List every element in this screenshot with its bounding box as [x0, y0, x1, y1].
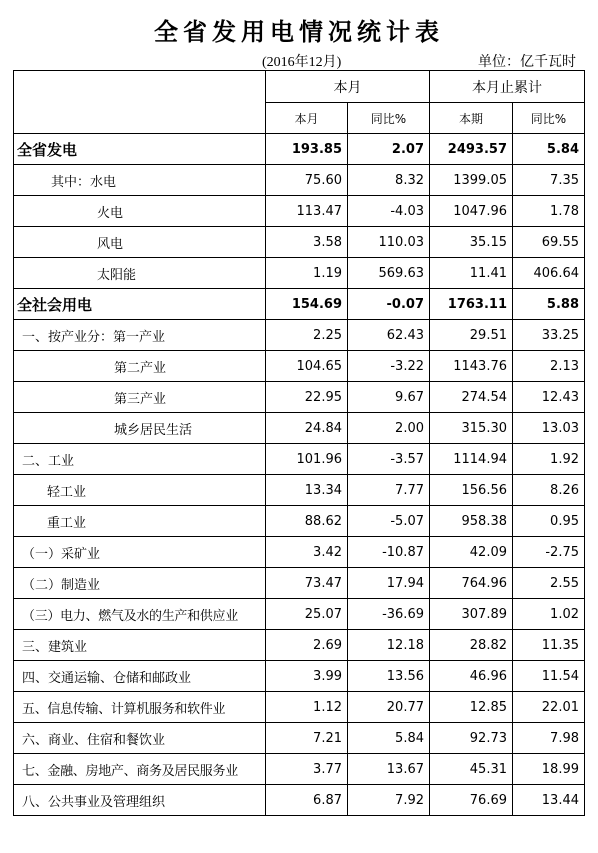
row-label: 全社会用电 — [14, 289, 266, 320]
cumulative-value: 46.96 — [430, 661, 513, 692]
cumulative-value: 1763.11 — [430, 289, 513, 320]
cumulative-yoy-value: 11.35 — [513, 630, 585, 661]
row-label: 四、交通运输、仓储和邮政业 — [14, 661, 266, 692]
month-value: 1.12 — [266, 692, 348, 723]
row-label: 一、按产业分：第一产业 — [14, 320, 266, 351]
month-value: 3.77 — [266, 754, 348, 785]
cumulative-yoy-value: 13.03 — [513, 413, 585, 444]
cumulative-yoy-value: 13.44 — [513, 785, 585, 816]
row-label: 重工业 — [14, 506, 266, 537]
table-row — [14, 568, 585, 599]
row-label: 其中：水电 — [14, 165, 266, 196]
month-yoy-value: -36.69 — [348, 599, 430, 630]
table-row — [14, 258, 585, 289]
cumulative-yoy-value: 7.35 — [513, 165, 585, 196]
month-yoy-value: 2.00 — [348, 413, 430, 444]
cumulative-value: 12.85 — [430, 692, 513, 723]
row-label: 三、建筑业 — [14, 630, 266, 661]
month-yoy-value: -5.07 — [348, 506, 430, 537]
table-row — [14, 351, 585, 382]
cumulative-yoy-value: 22.01 — [513, 692, 585, 723]
cumulative-value: 42.09 — [430, 537, 513, 568]
header-col-period-yoy: 同比% — [513, 103, 585, 134]
month-yoy-value: -3.22 — [348, 351, 430, 382]
month-value: 2.69 — [266, 630, 348, 661]
month-yoy-value: 7.92 — [348, 785, 430, 816]
cumulative-value: 28.82 — [430, 630, 513, 661]
month-value: 3.99 — [266, 661, 348, 692]
row-label: 六、商业、住宿和餐饮业 — [14, 723, 266, 754]
month-value: 3.58 — [266, 227, 348, 258]
row-label: 第三产业 — [14, 382, 266, 413]
table-row — [14, 289, 585, 320]
row-label: 城乡居民生活 — [14, 413, 266, 444]
report-period: (2016年12月) — [262, 55, 342, 70]
month-yoy-value: 13.56 — [348, 661, 430, 692]
row-label: 太阳能 — [14, 258, 266, 289]
table-row — [14, 227, 585, 258]
cumulative-yoy-value: 69.55 — [513, 227, 585, 258]
table-row — [14, 165, 585, 196]
cumulative-yoy-value: 1.92 — [513, 444, 585, 475]
electricity-statistics-table — [13, 70, 585, 816]
table-row — [14, 723, 585, 754]
row-label: （三）电力、燃气及水的生产和供应业 — [14, 599, 266, 630]
month-yoy-value: 2.07 — [348, 134, 430, 165]
month-value: 193.85 — [266, 134, 348, 165]
cumulative-value: 76.69 — [430, 785, 513, 816]
month-yoy-value: 7.77 — [348, 475, 430, 506]
header-col-month-yoy: 同比% — [348, 103, 430, 134]
month-yoy-value: -0.07 — [348, 289, 430, 320]
month-value: 6.87 — [266, 785, 348, 816]
row-label: 轻工业 — [14, 475, 266, 506]
row-label: 全省发电 — [14, 134, 266, 165]
row-label: 七、金融、房地产、商务及居民服务业 — [14, 754, 266, 785]
month-value: 1.19 — [266, 258, 348, 289]
month-value: 22.95 — [266, 382, 348, 413]
page-title: 全省发用电情况统计表 — [154, 17, 444, 46]
cumulative-yoy-value: 1.78 — [513, 196, 585, 227]
cumulative-value: 2493.57 — [430, 134, 513, 165]
cumulative-yoy-value: 2.13 — [513, 351, 585, 382]
cumulative-value: 274.54 — [430, 382, 513, 413]
table-row — [14, 196, 585, 227]
month-value: 25.07 — [266, 599, 348, 630]
month-value: 24.84 — [266, 413, 348, 444]
month-yoy-value: 5.84 — [348, 723, 430, 754]
header-col-month: 本月 — [266, 103, 348, 134]
cumulative-yoy-value: 18.99 — [513, 754, 585, 785]
cumulative-yoy-value: 12.43 — [513, 382, 585, 413]
table-row — [14, 661, 585, 692]
month-value: 88.62 — [266, 506, 348, 537]
row-label: 第二产业 — [14, 351, 266, 382]
table-row — [14, 785, 585, 816]
cumulative-yoy-value: 406.64 — [513, 258, 585, 289]
month-value: 73.47 — [266, 568, 348, 599]
cumulative-value: 29.51 — [430, 320, 513, 351]
table-row — [14, 413, 585, 444]
row-label: （二）制造业 — [14, 568, 266, 599]
cumulative-yoy-value: 1.02 — [513, 599, 585, 630]
cumulative-value: 11.41 — [430, 258, 513, 289]
month-value: 101.96 — [266, 444, 348, 475]
cumulative-value: 1399.05 — [430, 165, 513, 196]
cumulative-value: 1114.94 — [430, 444, 513, 475]
month-yoy-value: -10.87 — [348, 537, 430, 568]
cumulative-value: 156.56 — [430, 475, 513, 506]
cumulative-yoy-value: 0.95 — [513, 506, 585, 537]
cumulative-yoy-value: 2.55 — [513, 568, 585, 599]
row-label: 八、公共事业及管理组织 — [14, 785, 266, 816]
month-yoy-value: -4.03 — [348, 196, 430, 227]
table-row — [14, 320, 585, 351]
table-row — [14, 692, 585, 723]
month-yoy-value: 12.18 — [348, 630, 430, 661]
table-row — [14, 134, 585, 165]
month-yoy-value: 569.63 — [348, 258, 430, 289]
month-value: 2.25 — [266, 320, 348, 351]
row-label: 五、信息传输、计算机服务和软件业 — [14, 692, 266, 723]
row-label: 风电 — [14, 227, 266, 258]
cumulative-yoy-value: 5.88 — [513, 289, 585, 320]
header-group-cumulative: 本月止累计 — [430, 71, 585, 103]
header-row-groups — [14, 71, 585, 103]
month-yoy-value: 20.77 — [348, 692, 430, 723]
table-row — [14, 444, 585, 475]
month-value: 113.47 — [266, 196, 348, 227]
cumulative-yoy-value: 8.26 — [513, 475, 585, 506]
cumulative-yoy-value: -2.75 — [513, 537, 585, 568]
table-row — [14, 630, 585, 661]
cumulative-value: 1143.76 — [430, 351, 513, 382]
month-value: 154.69 — [266, 289, 348, 320]
month-value: 104.65 — [266, 351, 348, 382]
month-yoy-value: 62.43 — [348, 320, 430, 351]
month-yoy-value: 13.67 — [348, 754, 430, 785]
cumulative-yoy-value: 5.84 — [513, 134, 585, 165]
header-col-period: 本期 — [430, 103, 513, 134]
unit-label: 单位：亿千瓦时 — [478, 55, 576, 70]
cumulative-value: 92.73 — [430, 723, 513, 754]
month-yoy-value: -3.57 — [348, 444, 430, 475]
cumulative-yoy-value: 33.25 — [513, 320, 585, 351]
cumulative-yoy-value: 7.98 — [513, 723, 585, 754]
month-yoy-value: 110.03 — [348, 227, 430, 258]
month-value: 75.60 — [266, 165, 348, 196]
row-label: （一）采矿业 — [14, 537, 266, 568]
month-value: 7.21 — [266, 723, 348, 754]
cumulative-value: 764.96 — [430, 568, 513, 599]
month-value: 3.42 — [266, 537, 348, 568]
month-yoy-value: 8.32 — [348, 165, 430, 196]
cumulative-value: 315.30 — [430, 413, 513, 444]
cumulative-value: 307.89 — [430, 599, 513, 630]
month-yoy-value: 9.67 — [348, 382, 430, 413]
table-row — [14, 537, 585, 568]
cumulative-yoy-value: 11.54 — [513, 661, 585, 692]
table-row — [14, 506, 585, 537]
cumulative-value: 958.38 — [430, 506, 513, 537]
table-row — [14, 754, 585, 785]
header-group-month: 本月 — [266, 71, 430, 103]
cumulative-value: 1047.96 — [430, 196, 513, 227]
cumulative-value: 45.31 — [430, 754, 513, 785]
row-label: 火电 — [14, 196, 266, 227]
table-row — [14, 382, 585, 413]
header-corner-cell — [14, 71, 266, 134]
month-value: 13.34 — [266, 475, 348, 506]
row-label: 二、工业 — [14, 444, 266, 475]
table-row — [14, 475, 585, 506]
cumulative-value: 35.15 — [430, 227, 513, 258]
table-row — [14, 599, 585, 630]
month-yoy-value: 17.94 — [348, 568, 430, 599]
